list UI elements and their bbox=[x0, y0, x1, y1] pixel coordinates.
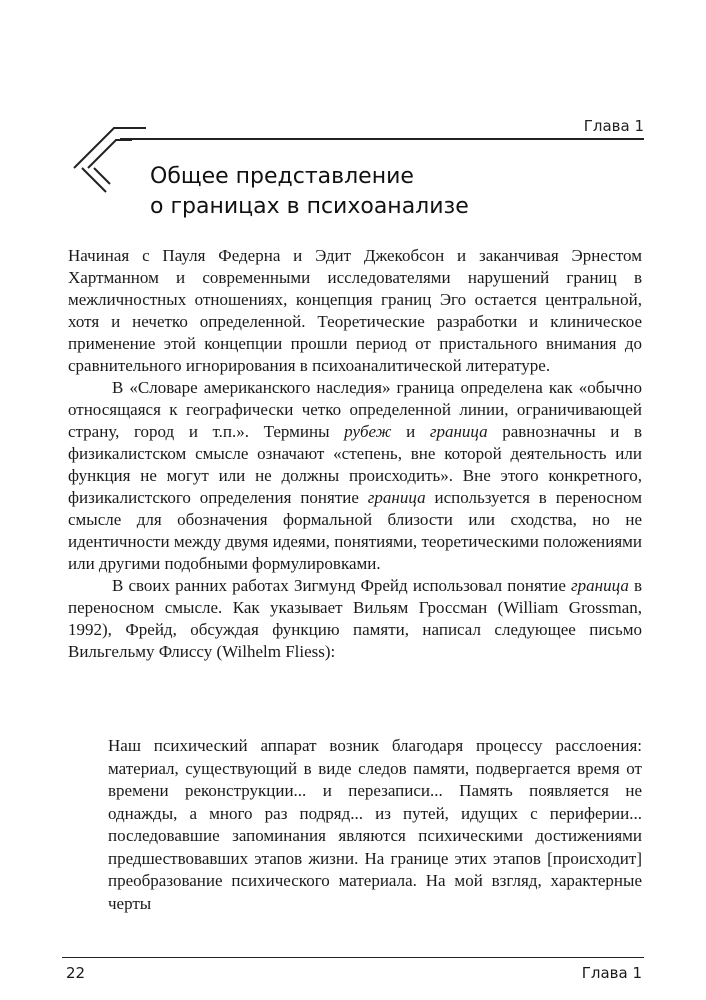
chapter-title-line-2: о границах в психоанализе bbox=[150, 194, 469, 219]
footer-rule bbox=[62, 957, 644, 958]
p3-emphasis: граница bbox=[571, 576, 629, 595]
chapter-title-line-1: Общее представление bbox=[150, 164, 414, 189]
body-text bbox=[68, 245, 642, 663]
block-quote: Наш психический аппарат возник благодаря процессу расслоения: материал, существующий в виде следов памяти, подвергается время от времени реконструкции... и перезаписи... Память появляется не однажды, а много раз подряд... из путей, идущих с периферии... последовавшие запоминания являются психическими достижениями предшествовавших этапов жизни. На границе этих этапов [происходит] преобразование психического материала. На мой взгляд, характерные черты bbox=[108, 736, 642, 913]
paragraph-2 bbox=[68, 377, 642, 575]
p2-part-d: используется в переносном смысле для обозначения формальной близости или сходства, но не идентичности между двумя идеями, понятиями, теоретическими положениями или другими подобными формулировками. bbox=[68, 488, 642, 573]
p2-part-c: равнозначны и в физикалистском смысле означают «степень, вне которой деятельность или функция не могут или не должны происходить». Вне этого конкретного, физикалистского определения понятие bbox=[68, 422, 642, 507]
p2-emphasis-1: рубеж bbox=[344, 422, 392, 441]
page-number: 22 bbox=[66, 964, 86, 982]
header-rule bbox=[120, 138, 644, 140]
chapter-ornament-icon bbox=[70, 118, 150, 198]
chapter-title bbox=[150, 162, 469, 222]
running-head-chapter: Глава 1 bbox=[583, 117, 644, 135]
p2-part-a: В «Словаре американского наследия» граница определена как «обычно относящаяся к географически четко определенной линии, ограничивающей страну, город и т.п.». Термины bbox=[68, 378, 642, 441]
paragraph-3 bbox=[68, 575, 642, 663]
p2-part-b: и bbox=[391, 422, 430, 441]
p3-part-b: в переносном смысле. Как указывает Вильям Гроссман (William Grossman, 1992), Фрейд, обсуждая функцию памяти, написал следующее письмо Вильгельму Флиссу (Wilhelm Fliess): bbox=[68, 576, 642, 661]
p2-emphasis-2: граница bbox=[429, 422, 488, 441]
p2-emphasis-3: граница bbox=[367, 488, 426, 507]
paragraph-1: Начиная с Пауля Федерна и Эдит Джекобсон и заканчивая Эрнестом Хартманном и современными исследователями нарушений границ в межличностных отношениях, концепция границ Эго остается центральной, хотя и нечетко определенной. Теоретические разработки и клиническое применение этой концепции прошли период от пристального внимания до сравнительного игнорирования в психоаналитической литературе. bbox=[68, 246, 642, 375]
footer-chapter-label: Глава 1 bbox=[581, 964, 642, 982]
p3-part-a: В своих ранних работах Зигмунд Фрейд использовал понятие bbox=[112, 576, 572, 595]
